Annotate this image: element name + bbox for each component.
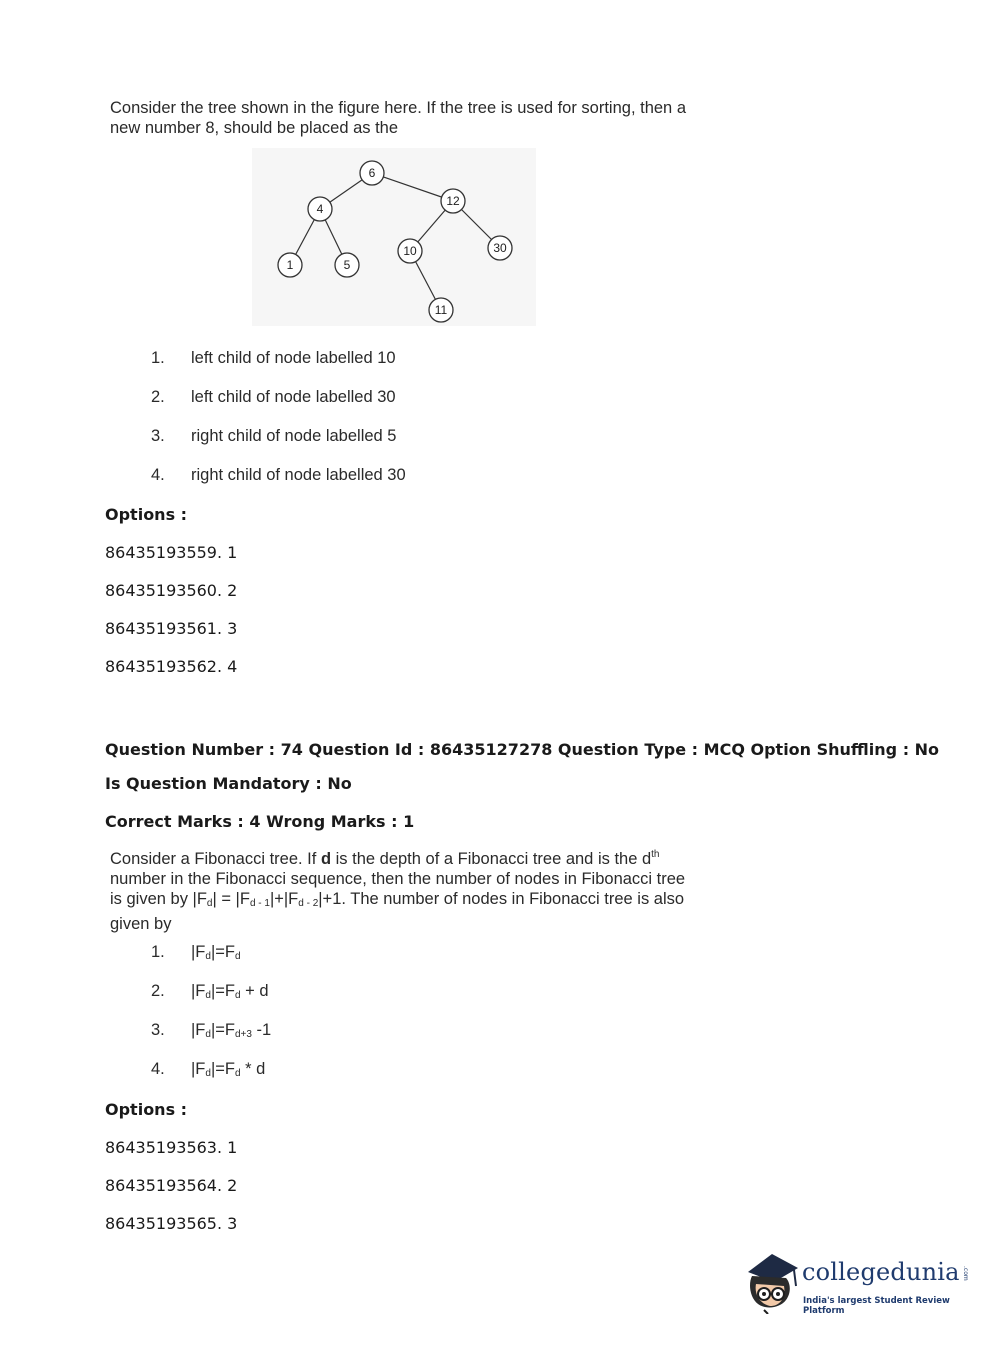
tree-label-30: 30 xyxy=(493,241,507,255)
q2-choice-3-formula xyxy=(191,1021,271,1040)
formula-part: |F xyxy=(191,982,206,1000)
question-2-line-3 xyxy=(110,889,685,914)
mascot-icon xyxy=(742,1250,802,1314)
question-2-text xyxy=(110,845,685,934)
q1-option-4: 86435193562. 4 xyxy=(105,657,238,676)
q1-choice-4-text: right child of node labelled 30 xyxy=(191,466,406,484)
q2-choice-4-formula xyxy=(191,1060,265,1079)
formula-part: |F xyxy=(191,943,206,961)
q1-choice-3-number: 3. xyxy=(151,427,165,445)
formula-sub: d xyxy=(205,951,211,962)
tree-label-1: 1 xyxy=(286,258,294,272)
logo-wordmark: collegedunia xyxy=(802,1258,960,1286)
q2-text-sub: d - 1 xyxy=(249,898,270,909)
q1-choice-2-number: 2. xyxy=(151,388,165,406)
q2-text-sup: th xyxy=(651,849,660,860)
logo-suffix: .com xyxy=(962,1266,969,1281)
q1-choice-3-text: right child of node labelled 5 xyxy=(191,427,397,445)
q2-text-d: d xyxy=(320,850,332,868)
formula-sub: d xyxy=(205,1029,211,1040)
formula-part: |=F xyxy=(210,982,235,1000)
formula-part: |F xyxy=(191,1021,206,1039)
formula-part: |=F xyxy=(210,1021,235,1039)
formula-part: |=F xyxy=(210,1060,235,1078)
q1-option-2: 86435193560. 2 xyxy=(105,581,238,600)
q2-text-sub: d xyxy=(206,898,213,909)
q2-text-part: |+1. The number of nodes in Fibonacci tree is also xyxy=(318,890,685,908)
formula-sub: d xyxy=(234,1068,241,1079)
question-1-line-2: new number 8, should be placed as the xyxy=(110,119,399,137)
q2-text-part: |+|F xyxy=(269,890,299,908)
q2-text-part: is given by |F xyxy=(110,890,207,908)
q1-options-label: Options : xyxy=(105,505,188,524)
q2-text-part: is the depth of a Fibonacci tree and is the d xyxy=(331,850,652,868)
tree-label-6: 6 xyxy=(368,166,376,180)
q1-choice-1-number: 1. xyxy=(151,349,165,367)
q2-option-3: 86435193565. 3 xyxy=(105,1214,238,1233)
formula-part: * d xyxy=(240,1060,266,1078)
tree-label-4: 4 xyxy=(316,202,324,216)
question-1-line-1: Consider the tree shown in the figure here. If the tree is used for sorting, then a xyxy=(110,99,686,117)
q2-option-1: 86435193563. 1 xyxy=(105,1138,238,1157)
q1-choice-1-text: left child of node labelled 10 xyxy=(191,349,396,367)
q2-options-label: Options : xyxy=(105,1100,188,1119)
q1-choice-2-text: left child of node labelled 30 xyxy=(191,388,396,406)
q2-text-sub: d - 2 xyxy=(298,898,319,909)
collegedunia-logo xyxy=(742,1250,972,1320)
formula-sub: d xyxy=(234,951,241,962)
q2-marks: Correct Marks : 4 Wrong Marks : 1 xyxy=(105,812,415,831)
q2-choice-1-formula xyxy=(191,943,241,962)
tree-label-5: 5 xyxy=(343,258,351,272)
q2-choice-1-number: 1. xyxy=(151,943,165,961)
q2-choice-2-formula xyxy=(191,982,269,1001)
formula-sub: d xyxy=(205,1068,211,1079)
logo-tagline: India's largest Student Review Platform xyxy=(803,1296,950,1316)
tree-label-10: 10 xyxy=(403,244,417,258)
question-2-line-2: number in the Fibonacci sequence, then the number of nodes in Fibonacci tree xyxy=(110,870,686,888)
formula-part: |F xyxy=(191,1060,206,1078)
q1-choice-4-number: 4. xyxy=(151,466,165,484)
q2-text-part: Consider a Fibonacci tree. If xyxy=(110,850,321,868)
question-2-line-4: given by xyxy=(110,915,172,933)
q2-option-2: 86435193564. 2 xyxy=(105,1176,238,1195)
q1-option-1: 86435193559. 1 xyxy=(105,543,238,562)
q2-text-part: | = |F xyxy=(212,890,250,908)
q2-header: Question Number : 74 Question Id : 86435127278 Question Type : MCQ Option Shuffling : No xyxy=(105,740,940,759)
q2-mandatory: Is Question Mandatory : No xyxy=(105,774,352,793)
binary-tree-figure xyxy=(252,148,536,326)
tree-label-12: 12 xyxy=(446,194,460,208)
question-1-text xyxy=(110,98,686,138)
formula-part: + d xyxy=(240,982,269,1000)
q1-option-3: 86435193561. 3 xyxy=(105,619,238,638)
q2-choice-4-number: 4. xyxy=(151,1060,165,1078)
formula-sub: d+3 xyxy=(234,1029,252,1040)
formula-sub: d xyxy=(205,990,211,1001)
formula-part: -1 xyxy=(251,1021,272,1039)
q2-choice-2-number: 2. xyxy=(151,982,165,1000)
q2-choice-3-number: 3. xyxy=(151,1021,165,1039)
question-2-line-1 xyxy=(110,845,685,869)
formula-sub: d xyxy=(234,990,241,1001)
formula-part: |=F xyxy=(210,943,235,961)
tree-label-11: 11 xyxy=(434,303,448,317)
